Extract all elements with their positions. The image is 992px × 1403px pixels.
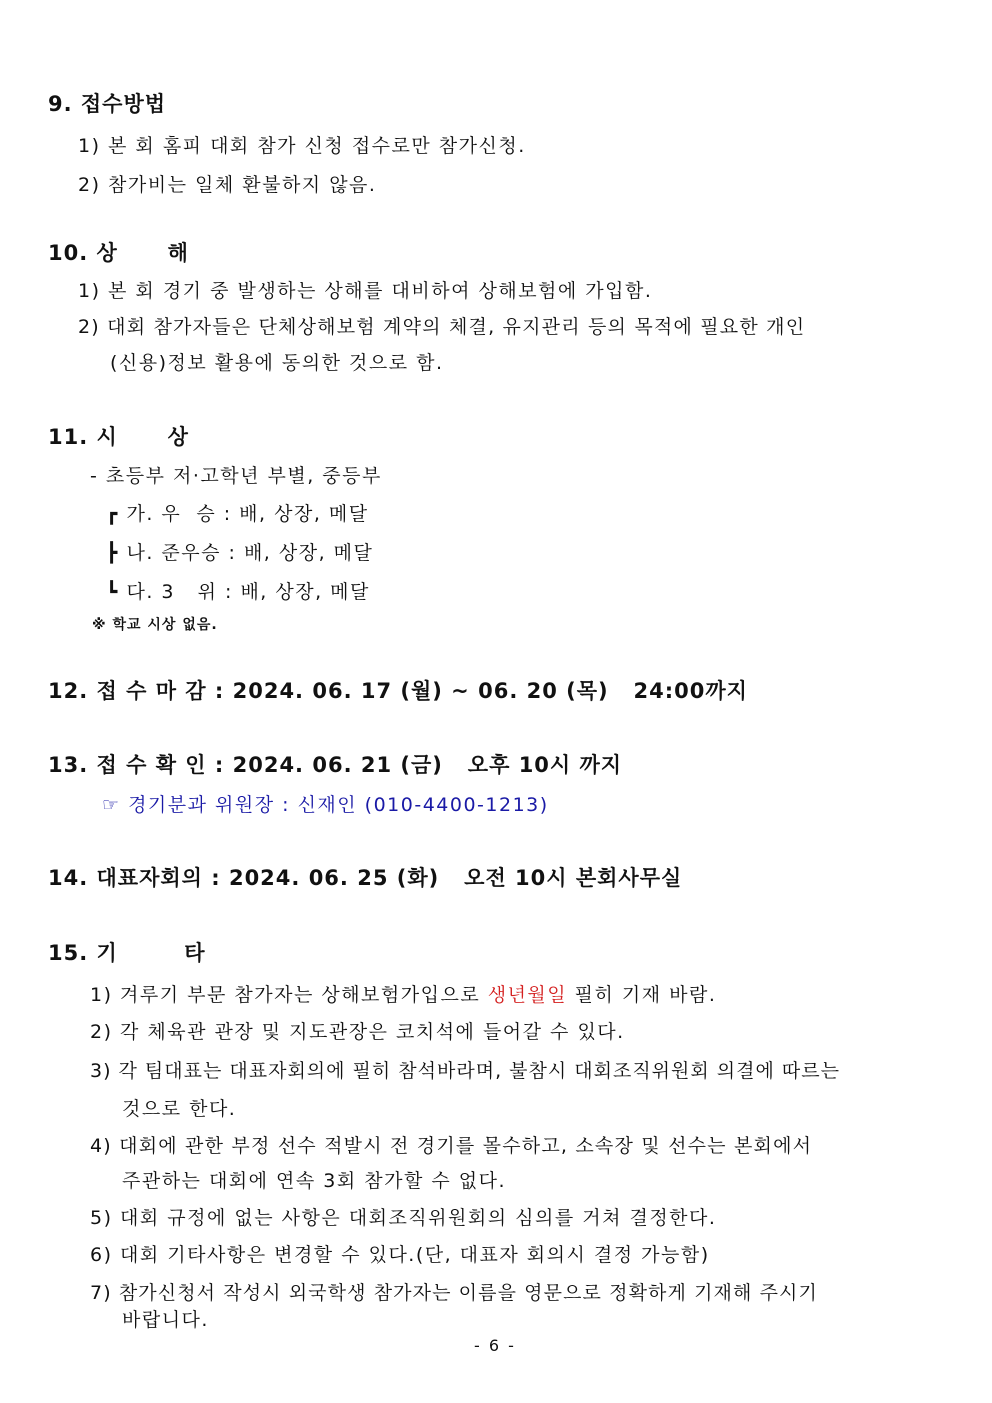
section-10-heading: 10. 상 해 xyxy=(48,241,189,265)
section-15-item-1 xyxy=(90,980,716,1007)
award-second-place: ┣ 나. 준우승 : 배, 상장, 메달 xyxy=(106,542,374,564)
page-number: - 6 - xyxy=(474,1336,516,1355)
section-11-intro: - 초등부 저·고학년 부별, 중등부 xyxy=(90,465,382,487)
section-13-contact: ☞ 경기분과 위원장 : 신재인 (010-4400-1213) xyxy=(102,794,549,816)
section-15-item-3: 3) 각 팀대표는 대표자회의에 필히 참석바라며, 불참시 대회조직위원회 의결에 따르는 xyxy=(90,1060,840,1082)
section-10-item-1: 1) 본 회 경기 중 발생하는 상해를 대비하여 상해보험에 가입함. xyxy=(78,280,653,302)
section-10-item-2: 2) 대회 참가자들은 단체상해보험 계약의 체결, 유지관리 등의 목적에 필요한 개인 xyxy=(78,316,806,338)
section-15-item-7-cont: 바랍니다. xyxy=(122,1309,209,1331)
section-15-item-6: 6) 대회 기타사항은 변경할 수 있다.(단, 대표자 회의시 결정 가능함) xyxy=(90,1244,710,1266)
section-12-heading: 12. 접 수 마 감 : 2024. 06. 17 (월) ~ 06. 20 (목) 24:00까지 xyxy=(48,679,748,703)
section-9-item-2: 2) 참가비는 일체 환불하지 않음. xyxy=(78,174,377,196)
section-9-item-1: 1) 본 회 홈피 대회 참가 신청 접수로만 참가신청. xyxy=(78,135,526,157)
award-third-place: ┗ 다. 3 위 : 배, 상장, 메달 xyxy=(106,581,370,603)
section-15-item-2: 2) 각 체육관 관장 및 지도관장은 코치석에 들어갈 수 있다. xyxy=(90,1021,625,1043)
section-13-heading: 13. 접 수 확 인 : 2024. 06. 21 (금) 오후 10시 까지 xyxy=(48,753,623,777)
section-15-item-3-cont: 것으로 한다. xyxy=(122,1098,237,1120)
section-15-item-4: 4) 대회에 관한 부정 선수 적발시 전 경기를 몰수하고, 소속장 및 선수는 본회에서 xyxy=(90,1135,813,1157)
section-15-item-1-tail: 필히 기재 바람. xyxy=(567,984,717,1006)
award-first-place: ┏ 가. 우 승 : 배, 상장, 메달 xyxy=(106,503,369,525)
section-11-heading: 11. 시 상 xyxy=(48,425,189,449)
section-14-heading: 14. 대표자회의 : 2024. 06. 25 (화) 오전 10시 본회사무실 xyxy=(48,866,683,890)
section-15-item-5: 5) 대회 규정에 없는 사항은 대회조직위원회의 심의를 거쳐 결정한다. xyxy=(90,1207,717,1229)
birthdate-highlight: 생년월일 xyxy=(487,984,568,1006)
section-15-item-7: 7) 참가신청서 작성시 외국학생 참가자는 이름을 영문으로 정확하게 기재해 주시기 xyxy=(90,1282,818,1304)
section-15-item-4-cont: 주관하는 대회에 연속 3회 참가할 수 없다. xyxy=(122,1170,507,1192)
section-15-item-1-text: 1) 겨루기 부문 참가자는 상해보험가입으로 xyxy=(90,984,488,1006)
section-15-heading: 15. 기 타 xyxy=(48,941,206,965)
section-10-item-2-cont: (신용)정보 활용에 동의한 것으로 함. xyxy=(110,352,444,374)
section-9-heading: 9. 접수방법 xyxy=(48,92,167,116)
section-11-note: ※ 학교 시상 없음. xyxy=(92,617,218,633)
